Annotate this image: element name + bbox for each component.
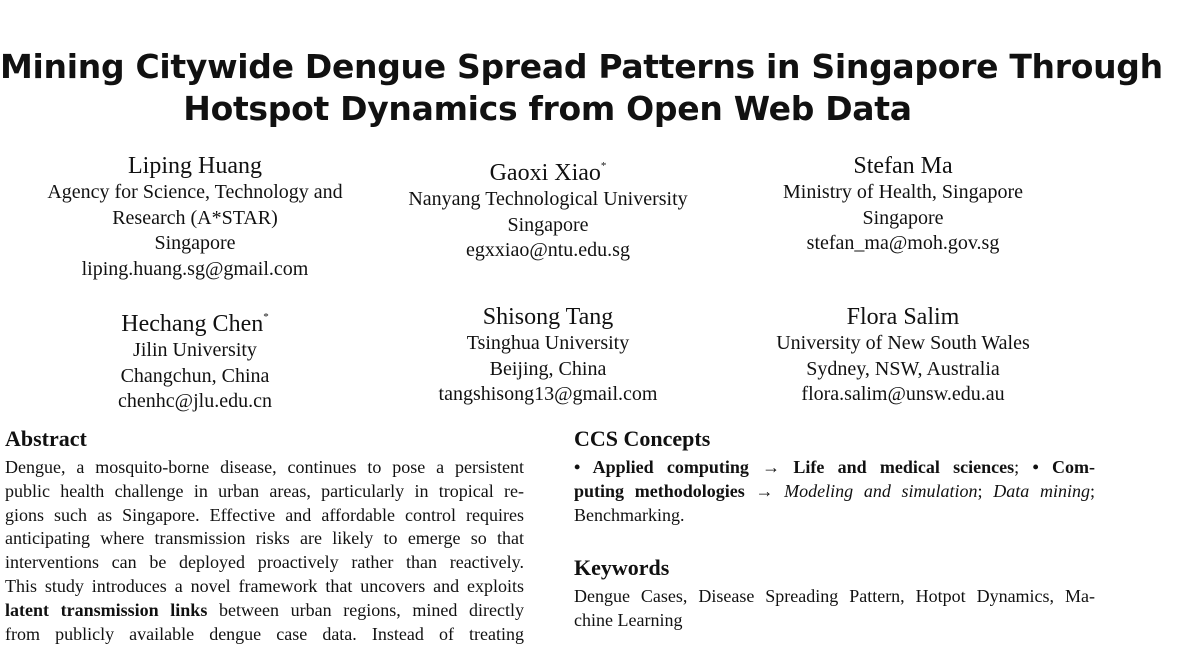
paper-title	[0, 46, 1163, 130]
abstract-line: interventions can be deployed proactively rather than reactively.	[5, 552, 524, 573]
author-country: Sydney, NSW, Australia	[806, 357, 1000, 380]
author-name: Liping Huang	[128, 153, 262, 179]
ccs-line: Benchmarking.	[574, 504, 685, 525]
author-affiliation: Tsinghua University	[466, 332, 630, 354]
author-email: stefan_ma@moh.gov.sg	[806, 232, 1000, 254]
abstract-line: This study introduces a novel framework that uncovers and exploits	[5, 575, 524, 596]
author-affiliation: Agency for Science, Technology and	[47, 181, 343, 203]
author-email: tangshisong13@gmail.com	[438, 383, 658, 405]
ccs-text	[574, 456, 1095, 527]
author-block-3	[733, 152, 1073, 257]
author-name: Gaoxi Xiao*	[489, 160, 607, 186]
abstract-line: anticipating where transmission risks are likely to emerge so that	[5, 528, 524, 549]
author-country: Beijing, China	[489, 357, 607, 380]
keywords-text	[574, 585, 1095, 633]
author-email: egxxiao@ntu.edu.sg	[466, 239, 630, 261]
author-affiliation: Research (A*STAR)	[112, 206, 278, 229]
author-email: chenhc@jlu.edu.cn	[118, 390, 272, 412]
author-affiliation: Jilin University	[133, 339, 257, 361]
abstract-line: latent transmission links between urban regions, mined directly	[5, 599, 524, 620]
abstract-heading: Abstract	[5, 426, 87, 451]
author-country: Changchun, China	[120, 364, 270, 387]
author-country: Singapore	[154, 232, 236, 254]
corresponding-mark: *	[600, 160, 607, 172]
abstract-line: public health challenge in urban areas, particularly in tropical re-	[5, 480, 524, 501]
keywords-line: Dengue Cases, Disease Spreading Pattern, Hotpot Dynamics, Ma-	[574, 586, 1095, 606]
author-country: Singapore	[507, 213, 589, 236]
keywords-heading: Keywords	[574, 555, 670, 580]
author-block-2	[378, 152, 718, 264]
abstract-text	[5, 456, 524, 646]
corresponding-mark: *	[263, 311, 269, 323]
author-affiliation: Ministry of Health, Singapore	[783, 181, 1023, 203]
keywords-line: chine Learning	[574, 609, 683, 630]
author-name: Stefan Ma	[853, 153, 953, 179]
author-block-5	[378, 303, 718, 408]
author-block-1	[25, 152, 365, 282]
author-email: flora.salim@unsw.edu.au	[801, 383, 1005, 405]
author-block-4	[25, 303, 365, 415]
author-country: Singapore	[862, 206, 944, 229]
author-name: Shisong Tang	[482, 304, 614, 330]
author-name: Hechang Chen*	[121, 311, 269, 337]
title-line-1: Mining Citywide Dengue Spread Patterns in Singapore Through	[0, 47, 1163, 86]
emphasis-text: latent transmission links	[5, 599, 208, 620]
ccs-line: puting methodologies → Modeling and simulation; Data mining;	[574, 480, 1095, 501]
title-line-2: Hotspot Dynamics from Open Web Data	[183, 89, 912, 128]
author-block-6	[733, 303, 1073, 408]
abstract-line: Dengue, a mosquito-borne disease, continues to pose a persistent	[5, 457, 524, 477]
author-affiliation: Nanyang Technological University	[408, 188, 688, 210]
abstract-line: gions such as Singapore. Effective and affordable control requires	[5, 504, 524, 525]
ccs-line: • Applied computing → Life and medical sciences; • Com-	[574, 457, 1096, 477]
author-email: liping.huang.sg@gmail.com	[81, 257, 309, 280]
abstract-line-cut: from publicly available dengue case data. Instead of treating	[5, 623, 524, 644]
author-name: Flora Salim	[846, 304, 960, 330]
ccs-heading: CCS Concepts	[574, 426, 711, 451]
author-affiliation: University of New South Wales	[776, 332, 1030, 354]
